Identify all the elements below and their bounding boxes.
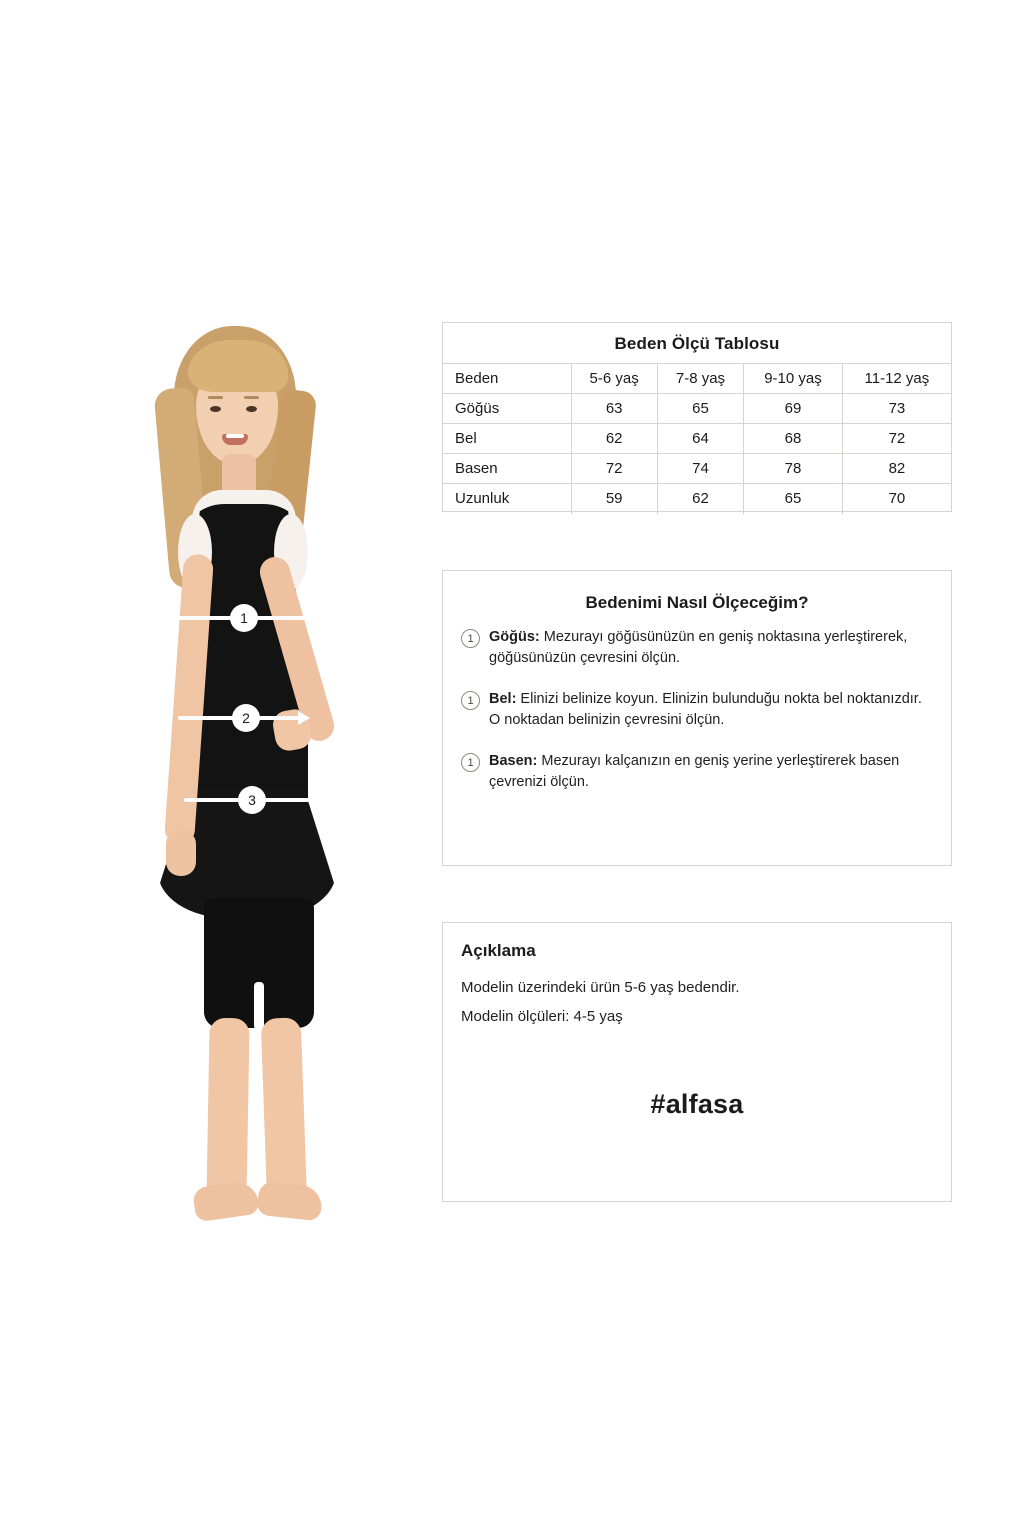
leg-right [261, 1017, 308, 1208]
foot-right [256, 1181, 323, 1222]
table-cell-3-1: 62 [657, 484, 743, 514]
description-line-1: Modelin üzerindeki ürün 5-6 yaş bedendir. [461, 979, 740, 996]
table-cell-1-3: 72 [842, 424, 951, 454]
measure-guide-text-hip [489, 751, 929, 793]
hair-fringe [188, 340, 288, 392]
table-cell-2-0: 72 [571, 454, 657, 484]
table-cell-0-0: 63 [571, 394, 657, 424]
description-card [442, 922, 952, 1202]
description-line-2: Modelin ölçüleri: 4-5 yaş [461, 1008, 623, 1025]
size-table-title: Beden Ölçü Tablosu [614, 334, 780, 353]
table-cell-2-2: 78 [744, 454, 843, 484]
table-col-header-1: 5-6 yaş [571, 364, 657, 394]
size-table-card [442, 322, 952, 512]
badge-icon: 1 [461, 691, 480, 710]
table-row [443, 424, 951, 454]
table-col-header-2: 7-8 yaş [657, 364, 743, 394]
measure-guide-item-chest [443, 627, 951, 669]
leg-left [206, 1018, 249, 1209]
table-row [443, 484, 951, 514]
eye-right [246, 406, 257, 412]
table-cell-0-1: 65 [657, 394, 743, 424]
measure-guide-card [442, 570, 952, 866]
table-row [443, 394, 951, 424]
size-table [443, 363, 951, 514]
eye-left [210, 406, 221, 412]
table-row-label-0: Göğüs [443, 394, 571, 424]
table-row-label-3: Uzunluk [443, 484, 571, 514]
measure-term-chest: Göğüs: [489, 629, 540, 645]
table-header-row [443, 364, 951, 394]
model-photo [96, 318, 396, 1218]
eyebrow-right [244, 396, 259, 399]
table-cell-1-0: 62 [571, 424, 657, 454]
measure-body-waist: Elinizi belinize koyun. Elinizin bulunduğu nokta bel noktanızdır. O noktadan belinizin çevresini ölçün. [489, 691, 922, 729]
eyebrow-left [208, 396, 223, 399]
measure-guide-text-waist [489, 689, 929, 731]
measure-term-waist: Bel: [489, 691, 517, 708]
measure-marker-3: 3 [238, 786, 266, 814]
table-row-label-2: Basen [443, 454, 571, 484]
table-cell-3-0: 59 [571, 484, 657, 514]
table-cell-3-2: 65 [744, 484, 843, 514]
badge-icon: 1 [461, 629, 480, 648]
table-cell-3-3: 70 [842, 484, 951, 514]
badge-icon: 1 [461, 753, 480, 772]
shorts-gap [254, 982, 264, 1030]
description-title: Açıklama [461, 941, 536, 960]
table-col-header-4: 11-12 yaş [842, 364, 951, 394]
foot-left [192, 1180, 260, 1223]
table-cell-1-1: 64 [657, 424, 743, 454]
measure-guide-text-chest [489, 627, 929, 669]
table-cell-1-2: 68 [744, 424, 843, 454]
table-cell-0-2: 69 [744, 394, 843, 424]
table-cell-2-3: 82 [842, 454, 951, 484]
table-col-header-0: Beden [443, 364, 571, 394]
measure-term-hip: Basen: [489, 753, 538, 770]
table-cell-2-1: 74 [657, 454, 743, 484]
table-row [443, 454, 951, 484]
model-illustration [96, 318, 396, 1218]
table-col-header-3: 9-10 yaş [744, 364, 843, 394]
measure-body-chest: Mezurayı göğüsünüzün en geniş noktasına yerleştirerek, göğüsünüzün çevresini ölçün. [489, 629, 908, 667]
measure-body-hip: Mezurayı kalçanızın en geniş yerine yerleştirerek basen çevrenizi ölçün. [489, 753, 900, 791]
brand-hashtag: #alfasa [650, 1089, 744, 1119]
measure-marker-1: 1 [230, 604, 258, 632]
hand-left [166, 830, 196, 876]
measure-guide-item-waist [443, 689, 951, 731]
table-cell-0-3: 73 [842, 394, 951, 424]
measure-marker-2: 2 [232, 704, 260, 732]
measure-guide-title: Bedenimi Nasıl Ölçeceğim? [585, 593, 809, 612]
table-row-label-1: Bel [443, 424, 571, 454]
mouth [222, 434, 248, 445]
measure-guide-item-hip [443, 751, 951, 793]
